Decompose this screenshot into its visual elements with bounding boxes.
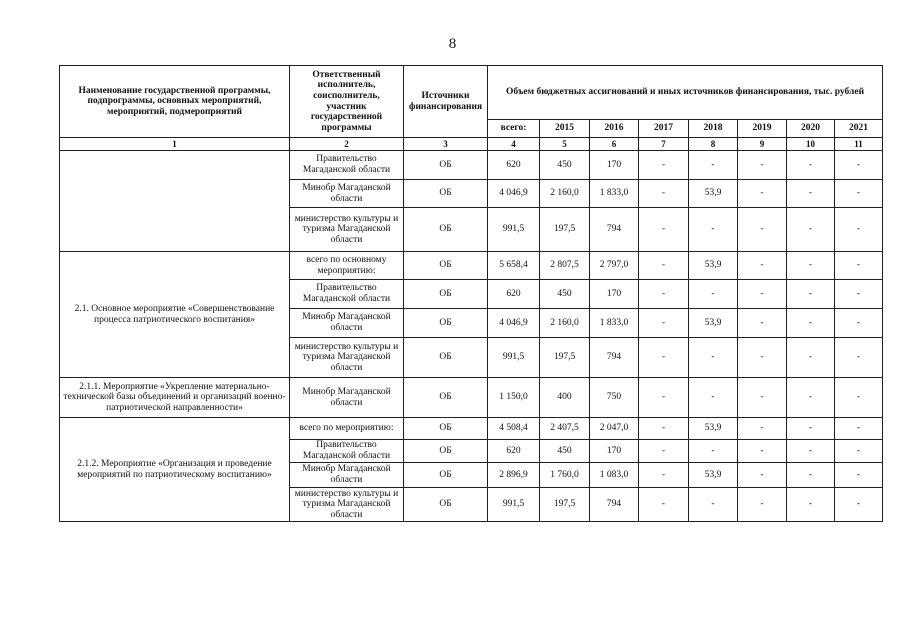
year-value-cell: 400 [540,378,590,418]
year-value-cell: - [639,338,689,378]
column-number: 9 [738,138,787,151]
year-value-cell: - [639,309,689,338]
year-value-cell: 170 [590,151,639,180]
source-cell: ОБ [404,338,488,378]
total-value-cell: 991,5 [488,208,540,252]
year-value-cell: - [835,151,883,180]
year-value-cell: - [639,252,689,280]
year-value-cell: 2 407,5 [540,418,590,440]
year-value-cell: 53,9 [689,180,738,208]
year-value-cell: - [738,418,787,440]
year-value-cell: 1 760,0 [540,463,590,488]
table-row [60,151,883,180]
year-value-cell: - [835,252,883,280]
year-value-cell: 2 047,0 [590,418,639,440]
measure-name-cell [60,151,290,252]
source-cell: ОБ [404,418,488,440]
year-value-cell: - [835,338,883,378]
year-value-cell: - [689,488,738,522]
measure-name-cell: 2.1.1. Мероприятие «Укрепление материально-технической базы объединений и организаций военно-патриотической направленности» [60,378,290,418]
year-value-cell: - [639,208,689,252]
year-value-cell: - [787,338,835,378]
year-value-cell: 2 160,0 [540,180,590,208]
year-value-cell: - [738,338,787,378]
header-year: 2021 [835,120,883,138]
year-value-cell: 2 807,5 [540,252,590,280]
year-value-cell: 53,9 [689,309,738,338]
year-value-cell: - [689,378,738,418]
year-value-cell: 53,9 [689,463,738,488]
year-value-cell: - [639,440,689,463]
year-value-cell: - [689,338,738,378]
year-value-cell: - [639,151,689,180]
table-row [60,378,883,418]
year-value-cell: - [738,151,787,180]
source-cell: ОБ [404,488,488,522]
header-year: 2017 [639,120,689,138]
column-number: 7 [639,138,689,151]
year-value-cell: - [639,180,689,208]
year-value-cell: - [738,280,787,309]
source-cell: ОБ [404,280,488,309]
year-value-cell: - [639,280,689,309]
year-value-cell: 1 833,0 [590,309,639,338]
executor-cell: Минобр Магаданской области [290,378,404,418]
total-value-cell: 4 046,9 [488,309,540,338]
year-value-cell: - [787,440,835,463]
executor-cell: Правительство Магаданской области [290,440,404,463]
year-value-cell: 450 [540,280,590,309]
year-value-cell: - [835,418,883,440]
total-value-cell: 1 150,0 [488,378,540,418]
year-value-cell: - [738,440,787,463]
year-value-cell: 794 [590,488,639,522]
year-value-cell: - [787,208,835,252]
column-number: 2 [290,138,404,151]
year-value-cell: - [787,418,835,440]
year-value-cell: 794 [590,338,639,378]
executor-cell: министерство культуры и туризма Магаданской области [290,338,404,378]
year-value-cell: 794 [590,208,639,252]
executor-cell: Правительство Магаданской области [290,151,404,180]
year-value-cell: - [787,463,835,488]
column-number: 6 [590,138,639,151]
table-row [60,418,883,440]
year-value-cell: - [738,252,787,280]
column-number: 4 [488,138,540,151]
total-value-cell: 620 [488,151,540,180]
header-year: 2019 [738,120,787,138]
year-value-cell: - [738,488,787,522]
total-value-cell: 5 658,4 [488,252,540,280]
header-year: 2018 [689,120,738,138]
year-value-cell: - [787,280,835,309]
year-value-cell: - [787,180,835,208]
header-year: 2015 [540,120,590,138]
year-value-cell: 750 [590,378,639,418]
year-value-cell: 1 083,0 [590,463,639,488]
source-cell: ОБ [404,252,488,280]
executor-cell: всего по мероприятию: [290,418,404,440]
header-budget: Объем бюджетных ассигнований и иных источников финансирования, тыс. рублей [488,66,883,120]
executor-cell: Правительство Магаданской области [290,280,404,309]
year-value-cell: - [787,488,835,522]
year-value-cell: - [787,378,835,418]
year-value-cell: - [835,208,883,252]
year-value-cell: 197,5 [540,488,590,522]
year-value-cell: - [689,151,738,180]
year-value-cell: - [639,418,689,440]
page-number: 8 [448,36,457,52]
column-number: 5 [540,138,590,151]
column-number: 11 [835,138,883,151]
source-cell: ОБ [404,378,488,418]
executor-cell: всего по основному мероприятию: [290,252,404,280]
total-value-cell: 991,5 [488,488,540,522]
measure-name-cell: 2.1. Основное мероприятие «Совершенствование процесса патриотического воспитания» [60,252,290,378]
year-value-cell: - [835,463,883,488]
total-value-cell: 620 [488,280,540,309]
year-value-cell: 2 160,0 [540,309,590,338]
header-sources: Источники финансирования [404,66,488,138]
source-cell: ОБ [404,463,488,488]
source-cell: ОБ [404,440,488,463]
year-value-cell: 450 [540,440,590,463]
year-value-cell: - [787,309,835,338]
column-number: 3 [404,138,488,151]
executor-cell: Минобр Магаданской области [290,180,404,208]
header-total: всего: [488,120,540,138]
source-cell: ОБ [404,309,488,338]
year-value-cell: - [835,488,883,522]
year-value-cell: - [835,180,883,208]
header-row [60,66,883,120]
year-value-cell: - [787,151,835,180]
executor-cell: Минобр Магаданской области [290,309,404,338]
table-row [60,252,883,280]
year-value-cell: 53,9 [689,252,738,280]
year-value-cell: 53,9 [689,418,738,440]
year-value-cell: 170 [590,280,639,309]
year-value-cell: - [738,309,787,338]
header-executor: Ответственный исполнитель, соисполнитель, участник государственной программы [290,66,404,138]
total-value-cell: 991,5 [488,338,540,378]
year-value-cell: - [835,378,883,418]
column-number: 10 [787,138,835,151]
year-value-cell: - [689,440,738,463]
year-value-cell: 197,5 [540,208,590,252]
year-value-cell: - [738,463,787,488]
year-value-cell: 1 833,0 [590,180,639,208]
year-value-cell: - [738,180,787,208]
executor-cell: Минобр Магаданской области [290,463,404,488]
column-number: 1 [60,138,290,151]
year-value-cell: - [689,208,738,252]
year-value-cell: - [787,252,835,280]
header-year: 2020 [787,120,835,138]
total-value-cell: 4 046,9 [488,180,540,208]
year-value-cell: 170 [590,440,639,463]
year-value-cell: - [639,378,689,418]
table-body [60,151,883,522]
year-value-cell: - [835,280,883,309]
year-value-cell: - [689,280,738,309]
total-value-cell: 4 508,4 [488,418,540,440]
source-cell: ОБ [404,180,488,208]
source-cell: ОБ [404,208,488,252]
year-value-cell: - [738,208,787,252]
total-value-cell: 2 896,9 [488,463,540,488]
year-value-cell: - [639,463,689,488]
source-cell: ОБ [404,151,488,180]
year-value-cell: 197,5 [540,338,590,378]
executor-cell: министерство культуры и туризма Магаданской области [290,208,404,252]
executor-cell: министерство культуры и туризма Магаданской области [290,488,404,522]
total-value-cell: 620 [488,440,540,463]
column-number: 8 [689,138,738,151]
header-name: Наименование государственной программы, подпрограммы, основных мероприятий, мероприятий, подмероприятий [60,66,290,138]
year-value-cell: - [738,378,787,418]
measure-name-cell: 2.1.2. Мероприятие «Организация и проведение мероприятий по патриотическому воспитанию» [60,418,290,522]
header-year: 2016 [590,120,639,138]
year-value-cell: - [835,440,883,463]
year-value-cell: - [835,309,883,338]
year-value-cell: 450 [540,151,590,180]
column-numbers-row [60,138,883,151]
year-value-cell: - [639,488,689,522]
budget-table [59,65,883,522]
year-value-cell: 2 797,0 [590,252,639,280]
